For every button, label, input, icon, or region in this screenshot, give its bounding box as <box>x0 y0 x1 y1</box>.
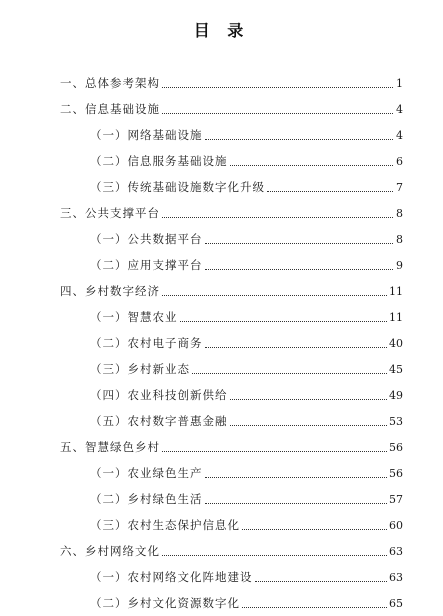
toc-dot-leader <box>267 190 393 192</box>
toc-subsection-entry[interactable] <box>60 408 403 434</box>
toc-dot-leader <box>205 242 394 244</box>
toc-entry-label: 一、总体参考架构 <box>60 76 160 90</box>
toc-page-number: 40 <box>389 336 403 350</box>
toc-dot-leader <box>205 346 388 348</box>
toc-entry-label: （二）乡村文化资源数字化 <box>90 596 240 610</box>
toc-page-number: 45 <box>389 362 403 376</box>
toc-subsection-entry[interactable] <box>60 330 403 356</box>
toc-dot-leader <box>205 476 388 478</box>
toc-entry-label: 六、乡村网络文化 <box>60 544 160 558</box>
toc-entry-label: 二、信息基础设施 <box>60 102 160 116</box>
toc-subsection-entry[interactable] <box>60 564 403 590</box>
toc-entry-label: （五）农村数字普惠金融 <box>90 414 228 428</box>
toc-dot-leader <box>162 450 387 452</box>
toc-entry-label: 五、智慧绿色乡村 <box>60 440 160 454</box>
toc-entry-label: （一）农业绿色生产 <box>90 466 203 480</box>
toc-page-number: 11 <box>389 310 403 324</box>
toc-entry-label: 三、公共支撑平台 <box>60 206 160 220</box>
toc-subsection-entry[interactable] <box>60 486 403 512</box>
toc-dot-leader <box>162 86 393 88</box>
toc-dot-leader <box>255 580 388 582</box>
toc-page-number: 56 <box>389 466 403 480</box>
toc-section-entry[interactable] <box>60 538 403 564</box>
toc-page-number: 4 <box>396 102 403 116</box>
toc-subsection-entry[interactable] <box>60 174 403 200</box>
toc-page-number: 57 <box>389 492 403 506</box>
toc-dot-leader <box>230 424 388 426</box>
toc-page-number: 53 <box>389 414 403 428</box>
toc-dot-leader <box>230 164 394 166</box>
toc-dot-leader <box>205 268 394 270</box>
toc-dot-leader <box>205 502 388 504</box>
toc-dot-leader <box>230 398 388 400</box>
toc-page-number: 4 <box>396 128 403 142</box>
toc-subsection-entry[interactable] <box>60 590 403 616</box>
toc-entry-label: （二）信息服务基础设施 <box>90 154 228 168</box>
toc-subsection-entry[interactable] <box>60 252 403 278</box>
toc-subsection-entry[interactable] <box>60 512 403 538</box>
toc-dot-leader <box>162 112 393 114</box>
toc-entry-label: （二）应用支撑平台 <box>90 258 203 272</box>
toc-section-entry[interactable] <box>60 200 403 226</box>
toc-section-entry[interactable] <box>60 96 403 122</box>
toc-page-number: 63 <box>389 570 403 584</box>
toc-page-number: 1 <box>396 76 403 90</box>
toc-dot-leader <box>242 606 387 608</box>
toc-entry-label: 四、乡村数字经济 <box>60 284 160 298</box>
toc-page-number: 56 <box>389 440 403 454</box>
toc-subsection-entry[interactable] <box>60 356 403 382</box>
toc-dot-leader <box>180 320 388 322</box>
toc-subsection-entry[interactable] <box>60 382 403 408</box>
toc-list <box>60 70 403 616</box>
toc-page-number: 65 <box>389 596 403 610</box>
toc-section-entry[interactable] <box>60 434 403 460</box>
toc-subsection-entry[interactable] <box>60 122 403 148</box>
toc-subsection-entry[interactable] <box>60 460 403 486</box>
toc-entry-label: （一）农村网络文化阵地建设 <box>90 570 253 584</box>
toc-page-number: 8 <box>396 232 403 246</box>
toc-subsection-entry[interactable] <box>60 148 403 174</box>
toc-dot-leader <box>162 216 393 218</box>
page-title: 目 录 <box>193 21 250 40</box>
toc-page-number: 8 <box>396 206 403 220</box>
toc-dot-leader <box>242 528 387 530</box>
toc-entry-label: （四）农业科技创新供给 <box>90 388 228 402</box>
toc-page-number: 11 <box>389 284 403 298</box>
toc-entry-label: （三）农村生态保护信息化 <box>90 518 240 532</box>
toc-entry-label: （一）公共数据平台 <box>90 232 203 246</box>
toc-page-number: 6 <box>396 154 403 168</box>
toc-section-entry[interactable] <box>60 278 403 304</box>
toc-page-number: 60 <box>389 518 403 532</box>
toc-dot-leader <box>205 138 394 140</box>
toc-entry-label: （二）农村电子商务 <box>90 336 203 350</box>
toc-entry-label: （三）传统基础设施数字化升级 <box>90 180 265 194</box>
toc-dot-leader <box>192 372 387 374</box>
toc-section-entry[interactable] <box>60 70 403 96</box>
toc-entry-label: （一）智慧农业 <box>90 310 178 324</box>
toc-page-number: 63 <box>389 544 403 558</box>
toc-subsection-entry[interactable] <box>60 304 403 330</box>
toc-entry-label: （三）乡村新业态 <box>90 362 190 376</box>
toc-subsection-entry[interactable] <box>60 226 403 252</box>
toc-dot-leader <box>162 294 387 296</box>
toc-page-number: 9 <box>396 258 403 272</box>
toc-entry-label: （一）网络基础设施 <box>90 128 203 142</box>
toc-entry-label: （二）乡村绿色生活 <box>90 492 203 506</box>
toc-page-number: 49 <box>389 388 403 402</box>
toc-dot-leader <box>162 554 387 556</box>
toc-page-number: 7 <box>396 180 403 194</box>
